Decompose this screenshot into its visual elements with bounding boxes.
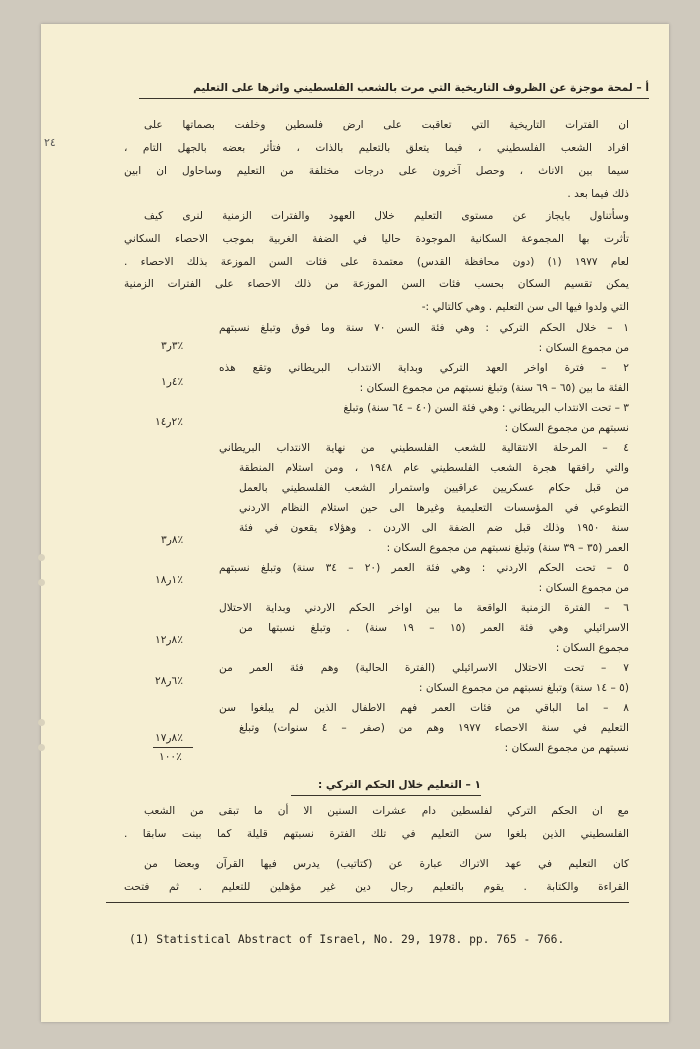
footnote: (1) Statistical Abstract of Israel, No. 29, 1978. pp. 765 - 766.	[129, 933, 565, 946]
percentage-value: ٣ر٣٪	[161, 340, 184, 352]
para2-line-4: يمكن تقسيم السكان بحسب فئات السن الموزعة من ذلك الاحصاء على الفترات الزمنية	[124, 278, 629, 290]
document-page	[41, 24, 669, 1022]
percentage-value: ٤ر١٪	[161, 376, 184, 388]
header-rule	[139, 98, 649, 99]
para2-line-5: التي ولدوا فيها الى سن التعليم . وهي كالتالي :-	[421, 301, 629, 313]
percentage-value: ٨ر٣٪	[161, 534, 184, 546]
list-line-16: الاسرائيلي وهي فئة العمر (١٥ – ١٩ سنة) . وتبلغ نسبتها من	[239, 622, 629, 634]
list-line-2: من مجموع السكان :	[538, 342, 629, 354]
list-line-19: (٥ – ١٤ سنة) وتبلغ نسبتهم من مجموع السكان :	[418, 682, 629, 694]
section-line-4: القراءة والكتابة . يقوم بالتعليم رجال دين غير مؤهلين للتعليم . ثم فتحت	[124, 881, 629, 893]
section-heading-rule	[291, 795, 481, 796]
intro-line-3: سيما بين الاناث ، وحصل آخرون على درجات مختلفة من التعليم وساحاول ان ابين	[124, 165, 629, 177]
binder-hole	[38, 579, 45, 586]
percentage-value: ٦ر٢٨٪	[155, 675, 183, 687]
list-line-18: ٧ – تحت الاحتلال الاسرائيلي (الفترة الحالية) وهم فئة العمر من	[219, 662, 629, 674]
list-line-14: من مجموع السكان :	[538, 582, 629, 594]
list-line-12: العمر (٣٥ – ٣٩ سنة) وتبلغ نسبتهم من مجموع السكان :	[386, 542, 629, 554]
percentage-value: ٢ر١٤٪	[155, 416, 183, 428]
list-line-13: ٥ – تحت الحكم الاردني : وهي فئة العمر (٢٠ – ٣٤ سنة) وتبلغ نسبتهم	[219, 562, 629, 574]
list-line-10: التطوعي في المؤسسات التعليمية وغيرها الى حين استلام النظام الاردني	[239, 502, 629, 514]
para2-line-1: وسأتناول بايجاز عن مستوى التعليم خلال العهود والفترات الزمنية لنرى كيف	[144, 210, 629, 222]
list-line-5: ٣ – تحت الانتداب البريطاني : وهي فئة السن (٤٠ – ٦٤ سنة) وتبلغ	[343, 402, 629, 414]
list-line-15: ٦ – الفترة الزمنية الواقعة ما بين اواخر الحكم الاردني وبداية الاحتلال	[219, 602, 629, 614]
intro-line-4: ذلك فيما بعد .	[567, 188, 629, 200]
section-heading: ١ – التعليم خلال الحكم التركي :	[318, 779, 481, 791]
list-line-4: الفئة ما بين (٦٥ – ٦٩ سنة) وتبلغ نسبتهم من مجموع السكان :	[359, 382, 629, 394]
para2-line-3: لعام ١٩٧٧ (١) (دون محافظة القدس) معتمدة على فئات السن الموزعة بذلك الاحصاء .	[124, 256, 629, 268]
list-line-1: ١ – خلال الحكم التركي : وهي فئة السن ٧٠ سنة وما فوق وتبلغ نسبتهم	[219, 322, 629, 334]
percentage-value: ٨ر١٧٪	[155, 732, 183, 744]
binder-hole	[38, 744, 45, 751]
binder-hole	[38, 719, 45, 726]
intro-line-1: ان الفترات التاريخية التي تعاقبت على ارض فلسطين وخلفت بصماتها على	[144, 119, 629, 131]
list-line-9: من قبل حكام عسكريين عراقيين واستمرار الشعب الفلسطيني بالعمل	[239, 482, 629, 494]
percentage-value: ٨ر١٢٪	[155, 634, 183, 646]
para2-line-2: تأثرت بها المجموعة السكانية الموجودة حاليا في الضفة الغربية بموجب الاحصاء السكاني	[124, 233, 629, 245]
intro-line-2: افراد الشعب الفلسطيني ، فيما يتعلق بالتعليم بالذات ، فتأثر بعضه بالجهل التام ،	[124, 142, 629, 154]
list-line-6: نسبتهم من مجموع السكان :	[504, 422, 629, 434]
total-rule	[153, 747, 193, 748]
section-line-2: الفلسطيني الذين بلغوا سن التعليم في تلك الفترة نسبتهم قليلة كما بينت سابقا .	[124, 828, 629, 840]
section-header: أ – لمحة موجزة عن الظروف التاريخية التي مرت بالشعب الفلسطيني واثرها على التعليم	[193, 82, 649, 94]
percentage-value: ١ر١٨٪	[155, 574, 183, 586]
section-line-1: مع ان الحكم التركي لفلسطين دام عشرات السنين الا أن ما تبقى من الشعب	[144, 805, 629, 817]
list-line-22: نسبتهم من مجموع السكان :	[504, 742, 629, 754]
binder-hole	[38, 554, 45, 561]
list-line-3: ٢ – فترة اواخر العهد التركي وبداية الانتداب البريطاني وتقع هذه	[219, 362, 629, 374]
percentage-total: ١٠٠٪	[159, 751, 182, 763]
list-line-20: ٨ – اما الباقي من فئات العمر فهم الاطفال الذين لم يبلغوا سن	[219, 702, 629, 714]
list-line-7: ٤ – المرحلة الانتقالية للشعب الفلسطيني من نهاية الانتداب البريطاني	[219, 442, 629, 454]
list-line-11: سنة ١٩٥٠ وذلك قبل ضم الضفة الى الاردن . وهؤلاء يقعون في فئة	[239, 522, 629, 534]
footnote-rule	[106, 902, 629, 903]
list-line-8: والتي رافقها هجرة الشعب الفلسطيني عام ١٩٤٨ ، ومن استلام المنطقة	[239, 462, 629, 474]
margin-note: ٢٤	[44, 136, 56, 149]
list-line-21: التعليم في سنة الاحصاء ١٩٧٧ وهم من (صفر – ٤ سنوات) وتبلغ	[239, 722, 629, 734]
list-line-17: مجموع السكان :	[555, 642, 629, 654]
section-line-3: كان التعليم في عهد الاتراك عبارة عن (كتاتيب) يدرس فيها القرآن وبعضا من	[144, 858, 629, 870]
